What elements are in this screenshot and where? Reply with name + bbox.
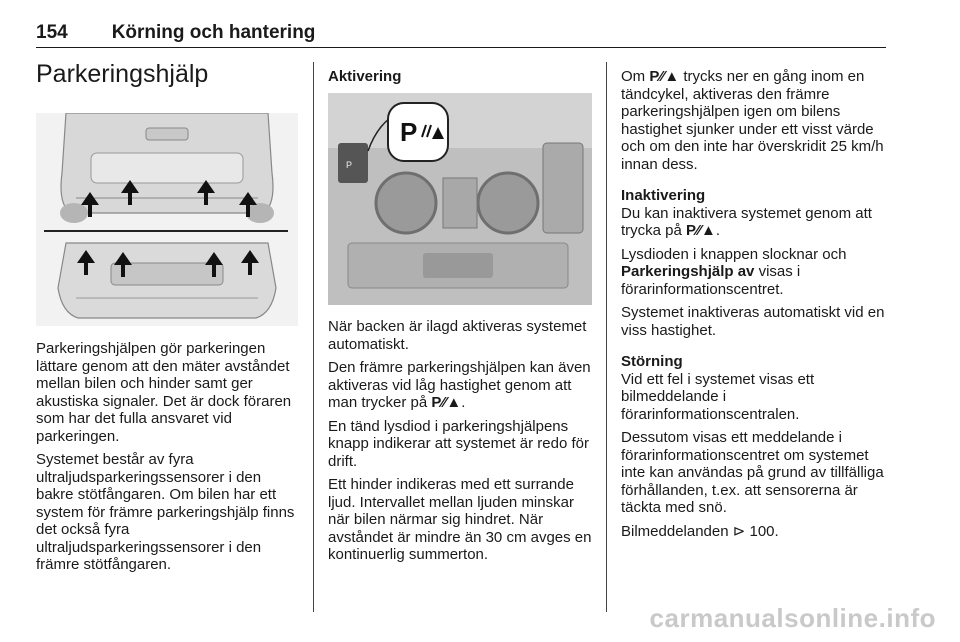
parking-assist-icon: P⁄⁄▲	[649, 68, 680, 85]
heading-aktivering: Aktivering	[328, 68, 402, 85]
parking-assist-icon: P⁄⁄▲	[431, 394, 462, 411]
chapter-title: Körning och hantering	[111, 22, 316, 43]
auto-deactivation-paragraph: Systemet inaktiveras automatiskt vid en viss hastighet.	[621, 304, 885, 339]
page-header	[36, 22, 315, 44]
deactivation-paragraph: Du kan inaktivera systemet genom att trycka på P⁄⁄▲.	[621, 204, 872, 239]
led-paragraph: En tänd lysdiod i parkeringshjälpens knapp indikerar att systemet är redo för drift.	[328, 417, 589, 470]
watermark: carmanualsonline.info	[649, 603, 936, 633]
reactivation-paragraph: Om P⁄⁄▲ trycks ner en gång inom en tändcykel, aktiveras den främre parkeringshjälpen igen om bilens hastighet sjunker under ett visst värde och om den inte har överskridit 25 km/h innan dess.	[621, 68, 884, 173]
column-divider-2	[606, 62, 607, 612]
bumper-sensors-figure	[36, 113, 298, 326]
parking-button-symbol: P	[400, 117, 418, 147]
column-divider-1	[313, 62, 314, 612]
vehicle-messages-ref: Bilmeddelanden ⊳ 100.	[621, 522, 779, 540]
message-paragraph: Dessutom visas ett meddelande i förarinformationscentret om systemet inte kan användas på grund av tillfälliga förhållanden, t.ex. att sensorerna är täckta med snö.	[621, 429, 884, 516]
intro-paragraph: Parkeringshjälpen gör parkeringen lättare genom att den mäter avståndet mellan bilen och hinder samt ger akustiska signaler. Det är dock föraren som har det fulla ansvaret vid parkeringen.	[36, 340, 292, 445]
signal-paragraph: Ett hinder indikeras med ett surrande ljud. Intervallet mellan ljuden minskar när bilen närmar sig hindret. När avståndet är mindre än 30 cm avges en kontinuerlig summerton.	[328, 476, 592, 563]
activation-paragraph-2: Den främre parkeringshjälpen kan även aktiveras vid låg hastighet genom att man trycker på P⁄⁄▲.	[328, 359, 591, 411]
activation-paragraph-1: När backen är ilagd aktiveras systemet automatiskt.	[328, 318, 587, 353]
dashboard-button-figure	[328, 93, 592, 305]
fault-paragraph: Vid ett fel i systemet visas ett bilmeddelande i förarinformationscentralen.	[621, 370, 815, 423]
heading-storning: Störning	[621, 353, 683, 370]
parking-assist-icon: P⁄⁄▲	[686, 222, 716, 239]
heading-inaktivering: Inaktivering	[621, 187, 706, 204]
sensors-paragraph: Systemet består av fyra ultraljudsparkeringssensorer i den bakre stötfångaren. Om bilen har ett system för främre parkeringshjälp finns det också fyra ultraljudsparkeringssensorer i den främre stötfångaren.	[36, 451, 295, 573]
column-3	[621, 68, 889, 546]
page-number: 154	[36, 22, 68, 43]
column-1	[36, 340, 301, 580]
header-rule	[36, 47, 886, 48]
section-title: Parkeringshjälp	[36, 60, 209, 88]
svg-text:P: P	[346, 160, 353, 170]
page-ref-icon: ⊳	[732, 522, 746, 540]
led-off-paragraph: Lysdioden i knappen slocknar och Parkeringshjälp av visas i förarinformationscentret.	[621, 245, 847, 298]
column-2	[328, 318, 596, 570]
